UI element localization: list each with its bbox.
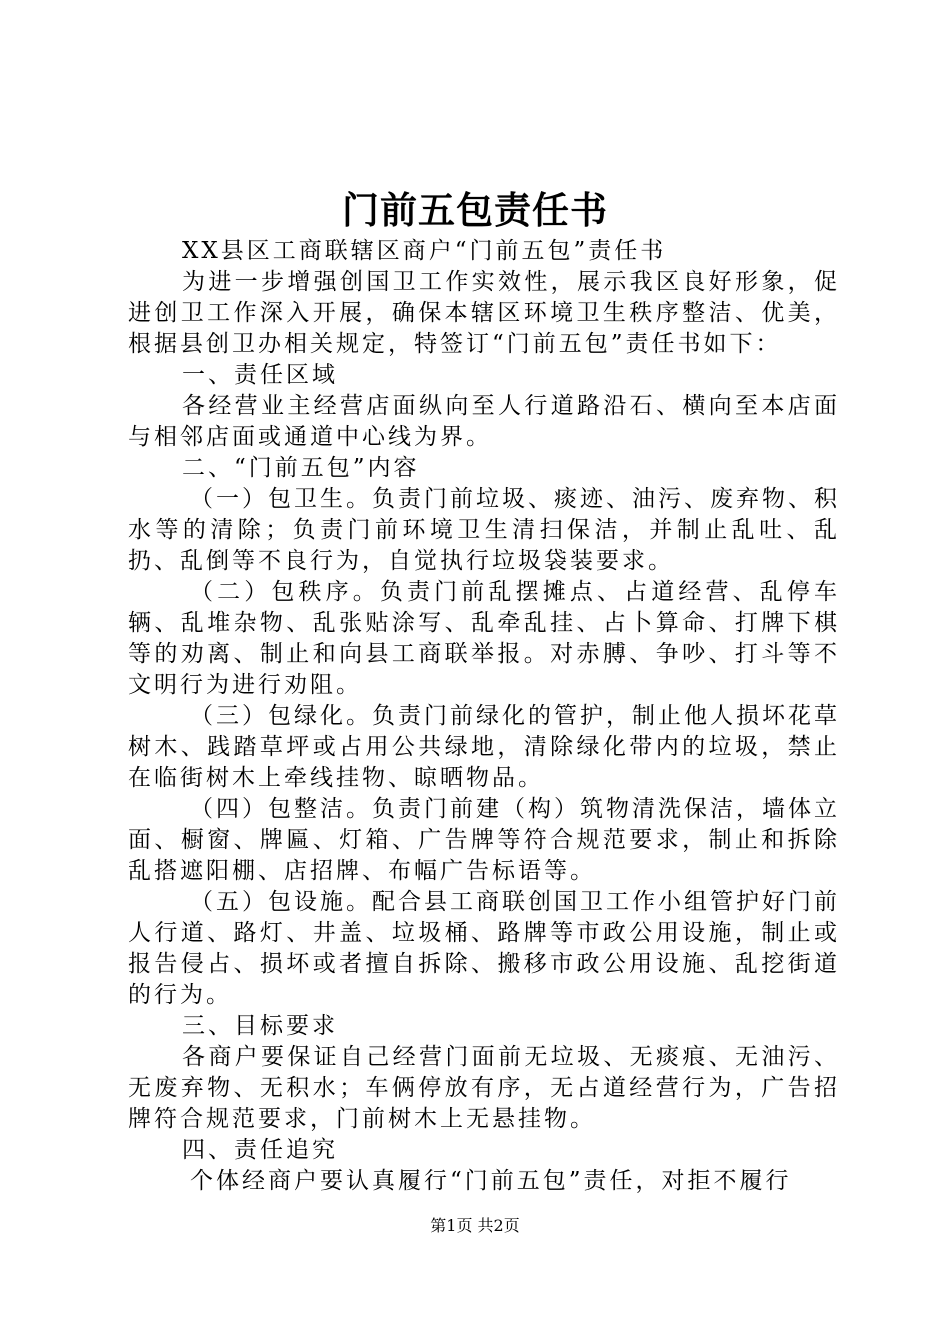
item-hygiene-paragraph: （一）包卫生。负责门前垃圾、痰迹、油污、废弃物、积水等的清除；负责门前环境卫生清扫保洁，并制止乱吐、乱扔、乱倒等不良行为，自觉执行垃圾袋装要求。	[128, 486, 840, 574]
document-title: 门前五包责任书	[342, 188, 608, 232]
subtitle-paragraph: XX县区工商联辖区商户“门前五包”责任书	[182, 238, 667, 264]
accountability-paragraph: 个体经商户要认真履行“门前五包”责任，对拒不履行	[190, 1168, 792, 1194]
section-heading-goals: 三、目标要求	[182, 1013, 338, 1039]
item-facilities-paragraph: （五）包设施。配合县工商联创国卫工作小组管护好门前人行道、路灯、井盖、垃圾桶、路牌等市政公用设施，制止或报告侵占、损坏或者擅自拆除、搬移市政公用设施、乱挖街道的行为。	[128, 889, 840, 1008]
goals-paragraph: 各商户要保证自己经营门面前无垃圾、无痰痕、无油污、无废弃物、无积水；车俩停放有序，无占道经营行为，广告招牌符合规范要求，门前树木上无悬挂物。	[128, 1044, 840, 1132]
item-tidiness-paragraph: （四）包整洁。负责门前建（构）筑物清洗保洁，墙体立面、橱窗、牌匾、灯箱、广告牌等符合规范要求，制止和拆除乱搭遮阳棚、店招牌、布幅广告标语等。	[128, 796, 840, 884]
intro-paragraph: 为进一步增强创国卫工作实效性，展示我区良好形象，促进创卫工作深入开展，确保本辖区环境卫生秩序整洁、优美，根据县创卫办相关规定，特签订“门前五包”责任书如下：	[128, 269, 840, 357]
section-heading-responsibility-area: 一、责任区域	[182, 362, 338, 388]
page-number-footer: 第1页 共2页	[430, 1216, 520, 1235]
section-heading-content: 二、“门前五包”内容	[182, 455, 420, 481]
item-greening-paragraph: （三）包绿化。负责门前绿化的管护，制止他人损坏花草树木、践踏草坪或占用公共绿地，清除绿化带内的垃圾，禁止在临街树木上牵线挂物、晾晒物品。	[128, 703, 840, 791]
section-heading-accountability: 四、责任追究	[182, 1137, 338, 1163]
document-body	[128, 236, 840, 1197]
responsibility-area-paragraph: 各经营业主经营店面纵向至人行道路沿石、横向至本店面与相邻店面或通道中心线为界。	[128, 393, 840, 450]
item-order-paragraph: （二）包秩序。负责门前乱摆摊点、占道经营、乱停车辆、乱堆杂物、乱张贴涂写、乱牵乱挂、占卜算命、打牌下棋等的劝离、制止和向县工商联举报。对赤膊、争吵、打斗等不文明行为进行劝阻。	[128, 579, 840, 698]
